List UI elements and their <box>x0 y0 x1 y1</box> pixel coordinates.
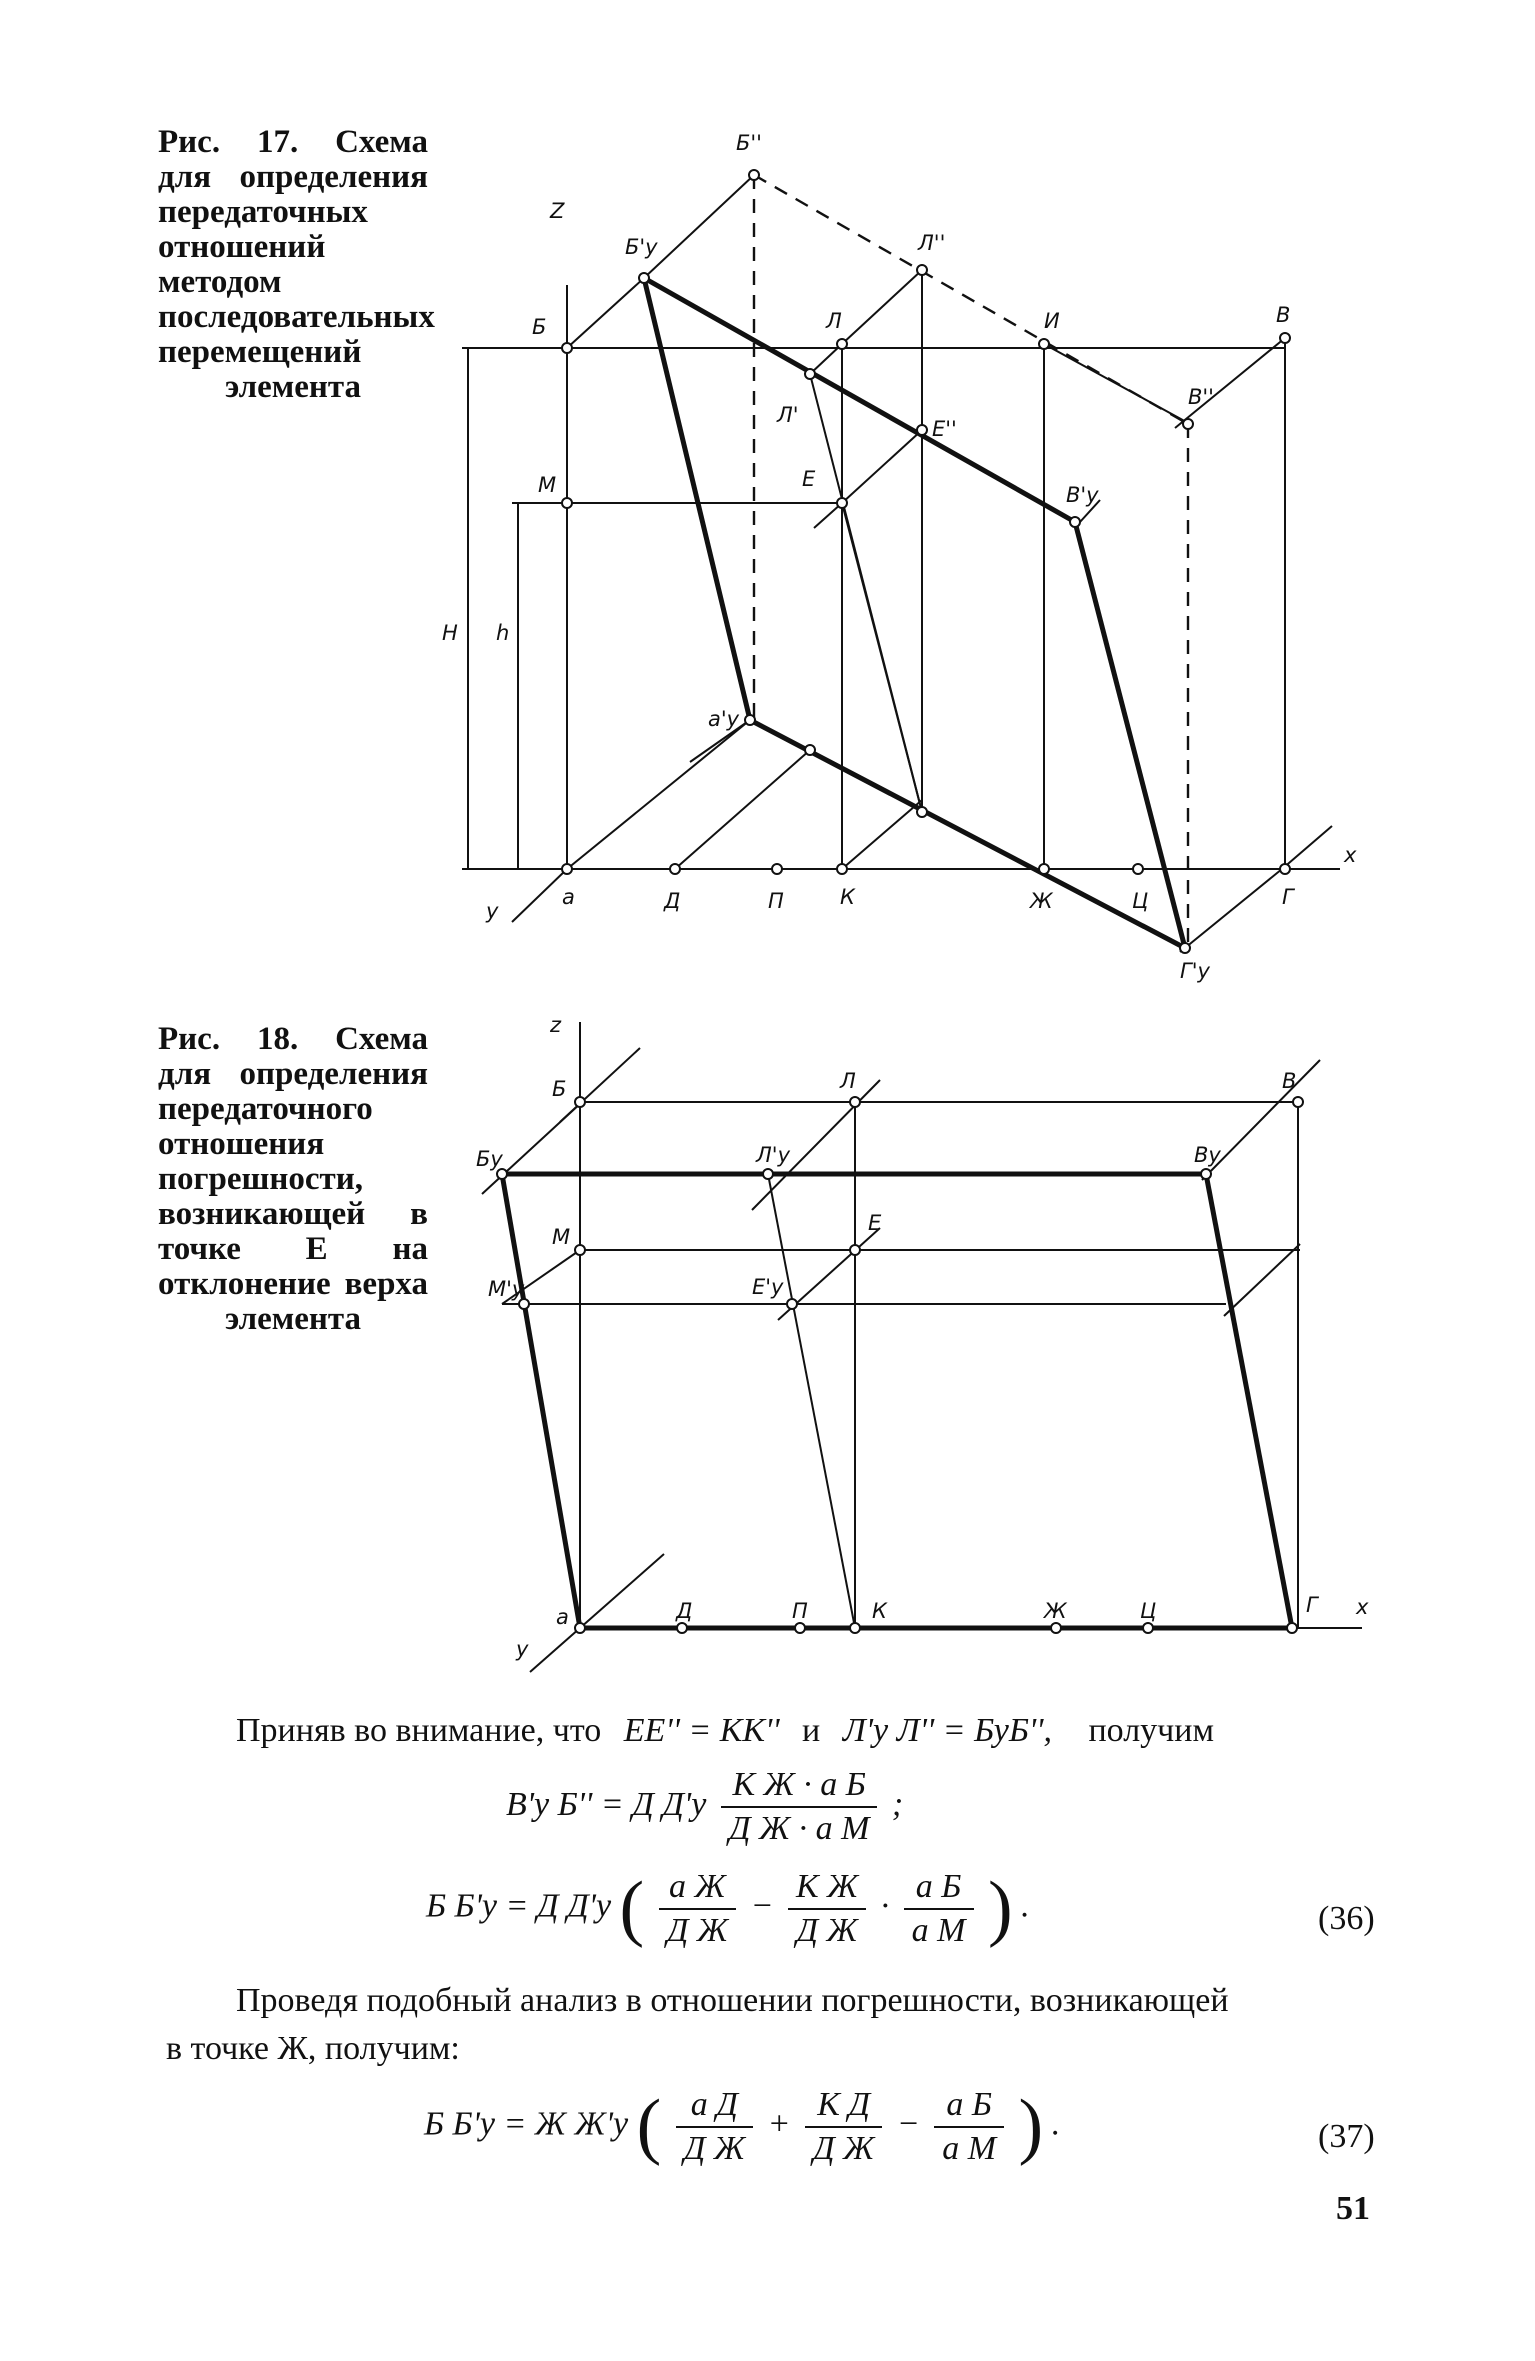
label-zh: Ж <box>1030 889 1053 913</box>
label-g-y: Г'у <box>1180 959 1210 983</box>
eq36-lhs: Б Б'у = Д Д'у <box>426 1887 612 1925</box>
label-l: Л <box>840 1069 856 1093</box>
point-l <box>850 1097 860 1107</box>
label-y: у <box>516 1637 529 1661</box>
label-z: z <box>550 1013 562 1037</box>
label-k: К <box>872 1599 887 1623</box>
eq36-op2: · <box>880 1887 890 1925</box>
eq36-number: (36) <box>1318 1900 1375 1937</box>
label-p: П <box>768 889 784 913</box>
eq36-f1-den: Д Ж <box>666 1911 728 1949</box>
label-b: Б <box>552 1077 567 1101</box>
eq36-f2-num: К Ж <box>788 1868 866 1910</box>
label-d: Д <box>676 1599 693 1623</box>
label-a: а <box>556 1605 569 1629</box>
label-b-y: Б'у <box>625 235 658 259</box>
equation-37: Б Б'у = Ж Ж'у ( $\frac{\text{а Д}}{\text{Д Ж}}$ + $\frac{\text{К Д}}{\text{Д Ж}}$ − $\frac{\text{а Б}}{\text{а М}}$ ) . <box>424 2085 1061 2167</box>
point-zh <box>1051 1623 1061 1633</box>
label-x: x <box>1356 1595 1369 1619</box>
eq-a-den: Д Ж · а М <box>728 1810 870 1847</box>
eq37-f1-num: а Д <box>676 2086 753 2128</box>
point-d <box>677 1623 687 1633</box>
point-ts <box>1143 1623 1153 1633</box>
eq37-op2: − <box>896 2105 920 2143</box>
label-ts: Ц <box>1132 889 1149 913</box>
element-right <box>1206 1174 1292 1628</box>
label-l: Л <box>826 309 842 333</box>
point-a <box>575 1623 585 1633</box>
eq-a-end: ; <box>891 1785 904 1823</box>
eq36-f3-num: а Б <box>904 1868 974 1910</box>
point-g <box>1287 1623 1297 1633</box>
label-m: М <box>538 473 557 497</box>
eq-a-num: К Ж · а Б <box>721 1766 878 1808</box>
label-k: К <box>840 885 855 909</box>
page-number: 51 <box>1336 2190 1370 2227</box>
label-l-p: Л' <box>777 403 799 427</box>
equation-36: Б Б'у = Д Д'у ( $\frac{\text{а Ж}}{\text{Д Ж}}$ − $\frac{\text{К Ж}}{\text{Д Ж}}$ · $\frac{\text{а Б}}{\text{а М}}$ ) . <box>426 1867 1030 1949</box>
label-v-y: Ву <box>1194 1143 1221 1167</box>
eq37-f2-num: К Д <box>805 2086 882 2128</box>
label-H: H <box>442 621 458 645</box>
eq37-f2-den: Д Ж <box>812 2129 875 2167</box>
eq-a-fraction <box>721 1766 878 1848</box>
fig17-caption: Рис. 17. Схема для определения передаточных отношений методом последовательных перемещений элемента <box>158 124 435 405</box>
label-v: В <box>1276 303 1291 327</box>
label-m: М <box>552 1225 571 1249</box>
eq37-op1: + <box>767 2105 791 2143</box>
label-p: П <box>792 1599 808 1623</box>
diag-g <box>1224 1244 1300 1316</box>
label-i: И <box>1044 309 1060 333</box>
label-b-y: Бу <box>476 1147 503 1171</box>
para1-text-e: получим <box>1088 1712 1214 1749</box>
point-v-y <box>1201 1169 1211 1179</box>
point-e-y <box>787 1299 797 1309</box>
eq37-number: (37) <box>1318 2118 1375 2155</box>
label-b: Б <box>532 315 547 339</box>
point-k <box>850 1623 860 1633</box>
eq-a-lhs: В'у Б'' = Д Д'у <box>506 1785 707 1823</box>
label-v-y: В'у <box>1066 483 1099 507</box>
paragraph-2-line-2: в точке Ж, получим: <box>166 2030 460 2067</box>
label-e: Е <box>868 1211 882 1235</box>
para1-text-a: Приняв во внимание, что <box>236 1712 602 1749</box>
eq36-f2-den: Д Ж <box>796 1911 858 1949</box>
eq37-f3-num: а Б <box>934 2086 1004 2128</box>
point-l-y <box>763 1169 773 1179</box>
label-l-v: Л'' <box>918 231 946 255</box>
element-mid <box>768 1174 855 1628</box>
point-p <box>795 1623 805 1633</box>
eq37-f1-den: Д Ж <box>683 2129 746 2167</box>
label-e-dd: Е'' <box>932 417 957 441</box>
label-b-dd: Б'' <box>736 131 762 155</box>
eq36-f1-num: а Ж <box>659 1868 736 1910</box>
label-l-y: Л'у <box>756 1143 790 1167</box>
label-y: y <box>486 899 499 923</box>
eq36-op1: − <box>750 1887 774 1925</box>
label-g: Г <box>1282 885 1294 909</box>
label-ts: Ц <box>1140 1599 1157 1623</box>
para1-formula-b: ЕЕ'' = КК'' <box>623 1712 780 1749</box>
label-z: Z <box>550 199 565 223</box>
label-v-dd: В'' <box>1188 385 1214 409</box>
eq36-f3-den: а М <box>911 1911 966 1949</box>
label-x: x <box>1344 843 1357 867</box>
label-a: а <box>562 885 575 909</box>
para1-text-c: и <box>802 1712 821 1749</box>
label-zh: Ж <box>1044 1599 1067 1623</box>
para1-formula-d: Л'у Л'' = БуБ'', <box>842 1712 1052 1749</box>
label-g: Г <box>1306 1593 1318 1617</box>
point-m <box>575 1245 585 1255</box>
point-e <box>850 1245 860 1255</box>
point-b <box>575 1097 585 1107</box>
label-a-y: а'у <box>708 707 740 731</box>
diag-a <box>580 1554 664 1628</box>
y-axis <box>530 1628 580 1672</box>
eq37-lhs: Б Б'у = Ж Ж'у <box>424 2105 629 2143</box>
paragraph-2-line-1: Проведя подобный анализ в отношении погрешности, возникающей <box>236 1982 1229 2019</box>
label-m-y: М'у <box>488 1277 525 1301</box>
paragraph-1 <box>236 1712 1214 1750</box>
point-v <box>1293 1097 1303 1107</box>
eq36-end: . <box>1021 1887 1030 1925</box>
label-h: h <box>496 621 510 645</box>
eq37-end: . <box>1051 2105 1061 2143</box>
label-e-y: Е'у <box>752 1275 784 1299</box>
equation-a <box>506 1766 903 1848</box>
fig18-caption: Рис. 18. Схема для определения передаточного отношения погрешности, возникающей в точке Е на отклонение верха элемента <box>158 1021 428 1337</box>
label-d: Д <box>664 889 681 913</box>
eq37-f3-den: а М <box>942 2129 997 2167</box>
label-v: В <box>1282 1069 1297 1093</box>
label-e: Е <box>802 467 816 491</box>
